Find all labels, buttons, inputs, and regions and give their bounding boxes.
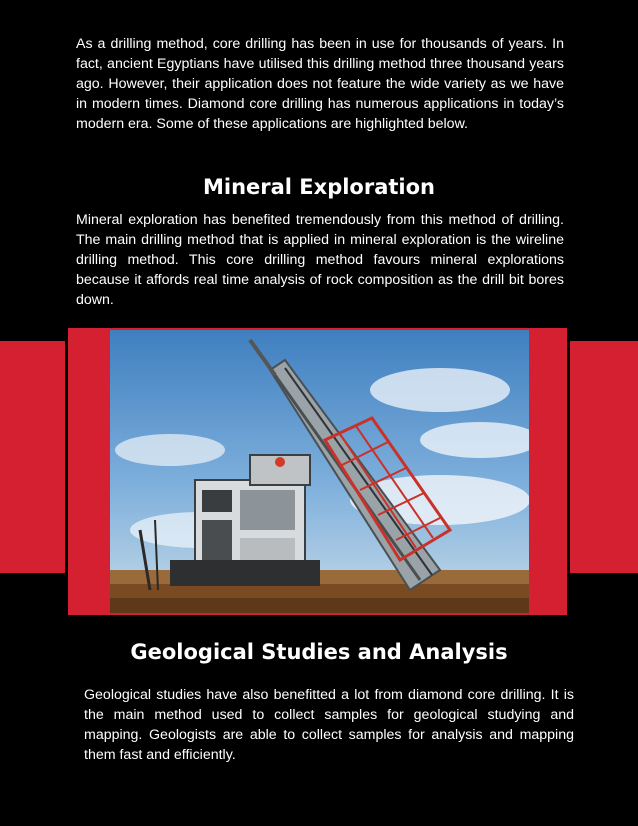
mineral-exploration-paragraph: Mineral exploration has benefited tremendously from this method of drilling. The main drilling method that is applied in mineral exploration is the wireline drilling method. This core drilling method favours mineral explorations because it affords real time analysis of rock composition as the drill bit bores down. xyxy=(76,212,564,308)
geological-studies-heading: Geological Studies and Analysis xyxy=(130,640,508,664)
geological-studies-paragraph: Geological studies have also benefitted a lot from diamond core drilling. It is the main method used to collect samples for geological studying and mapping. Geologists are able to collect samples for analysis and mapping them fast and efficiently. xyxy=(84,687,574,763)
intro-paragraph: As a drilling method, core drilling has been in use for thousands of years. In fact, ancient Egyptians have utilised this drilling method three thousand years ago. However, their application does not feature the wide variety as we have in modern times. Diamond core drilling has numerous applications in today’s modern era. Some of these applications are highlighted below. xyxy=(76,36,564,132)
drilling-rig-photo xyxy=(110,330,529,613)
mineral-exploration-heading: Mineral Exploration xyxy=(202,175,435,199)
band-divider-right xyxy=(567,341,570,573)
